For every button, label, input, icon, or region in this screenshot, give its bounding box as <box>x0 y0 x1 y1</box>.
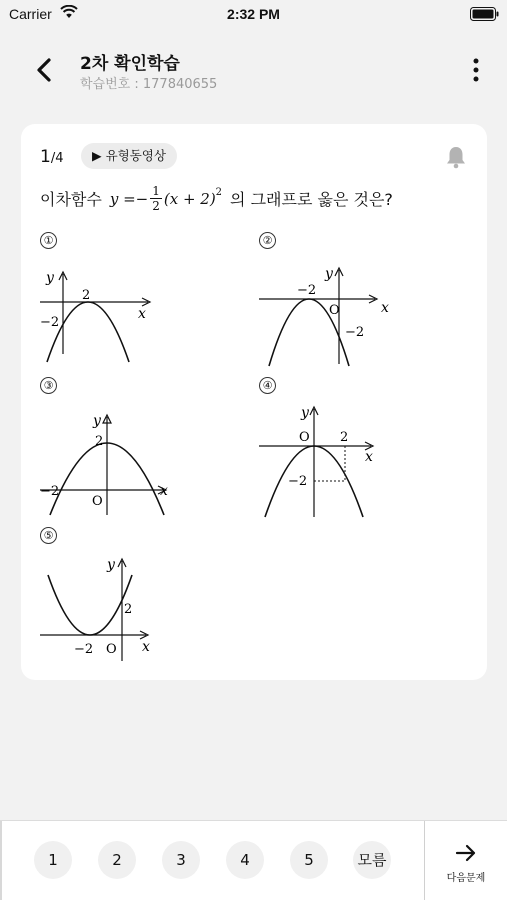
next-question-label: 다음문제 <box>446 873 486 884</box>
intercept-label: −2 <box>40 484 60 499</box>
origin-label: O <box>329 303 340 318</box>
answer-button-3[interactable]: 3 <box>162 841 200 879</box>
option-4[interactable] <box>259 377 419 517</box>
vertex-label: 2 <box>82 288 91 303</box>
page-title: 2차 확인학습 <box>80 54 180 74</box>
bar-edge <box>0 821 2 900</box>
option-number: ③ <box>40 377 57 394</box>
answer-button-1[interactable]: 1 <box>34 841 72 879</box>
y-axis-label: y <box>46 270 54 286</box>
vertex-label: −2 <box>74 642 94 657</box>
y-tick-label: −2 <box>288 474 308 489</box>
question-exponent: 2 <box>215 187 223 198</box>
origin-label: O <box>92 494 103 509</box>
question-prefix: 이차함수 <box>40 190 102 209</box>
y-axis-label: y <box>325 266 333 282</box>
vertex-label: −2 <box>297 283 317 298</box>
status-bar <box>0 0 507 30</box>
option-3[interactable] <box>40 377 200 517</box>
question-equation: y =− <box>109 189 149 208</box>
intercept-label: −2 <box>345 325 365 340</box>
y-axis-label: y <box>93 413 101 429</box>
bell-icon[interactable] <box>445 145 467 169</box>
fraction-denominator: 2 <box>152 199 160 213</box>
carrier-label: Carrier <box>9 6 52 22</box>
type-video-button[interactable]: ▶ 유형동영상 <box>81 143 177 169</box>
graph-option-3 <box>40 399 185 519</box>
app-header <box>0 36 507 106</box>
fraction-numerator: 1 <box>152 184 160 198</box>
x-axis-label: x <box>365 449 373 465</box>
progress-total: /4 <box>50 151 64 166</box>
origin-label: O <box>299 430 310 445</box>
x-axis-label: x <box>142 639 150 655</box>
question-card <box>21 124 487 680</box>
question-fraction <box>150 184 162 213</box>
graph-option-4 <box>259 399 399 519</box>
x-tick-label: 2 <box>340 430 349 445</box>
answer-button-unknown[interactable]: 모름 <box>353 841 391 879</box>
intercept-label: −2 <box>40 315 60 330</box>
status-time: 2:32 PM <box>227 6 280 22</box>
x-axis-label: x <box>160 483 168 499</box>
vertex-label: 2 <box>95 434 104 449</box>
question-suffix: 의 그래프로 옳은 것은? <box>230 190 393 209</box>
graph-option-1 <box>40 254 170 364</box>
study-number: 학습번호 : 177840655 <box>80 77 218 92</box>
option-5[interactable] <box>40 527 200 667</box>
option-1[interactable] <box>40 232 180 372</box>
option-number: ② <box>259 232 276 249</box>
answer-button-4[interactable]: 4 <box>226 841 264 879</box>
arrow-right-icon <box>455 843 477 863</box>
x-axis-label: x <box>381 300 389 316</box>
option-number: ⑤ <box>40 527 57 544</box>
answer-bar <box>0 820 507 900</box>
progress-current: 1 <box>40 147 51 167</box>
question-progress <box>40 147 63 167</box>
graph-option-2 <box>259 254 399 374</box>
next-question-button[interactable] <box>425 821 507 900</box>
question-expression: (x + 2) <box>163 189 216 208</box>
more-menu-button[interactable] <box>469 56 483 84</box>
answer-button-2[interactable]: 2 <box>98 841 136 879</box>
back-button[interactable] <box>30 54 60 86</box>
question-text <box>40 184 393 213</box>
graph-option-5 <box>40 549 180 669</box>
battery-icon <box>470 7 499 21</box>
intercept-label: 2 <box>124 602 133 617</box>
option-2[interactable] <box>259 232 419 372</box>
y-axis-label: y <box>301 405 309 421</box>
x-axis-label: x <box>138 306 146 322</box>
option-number: ① <box>40 232 57 249</box>
option-number: ④ <box>259 377 276 394</box>
origin-label: O <box>106 642 117 657</box>
answer-button-5[interactable]: 5 <box>290 841 328 879</box>
y-axis-label: y <box>107 557 115 573</box>
